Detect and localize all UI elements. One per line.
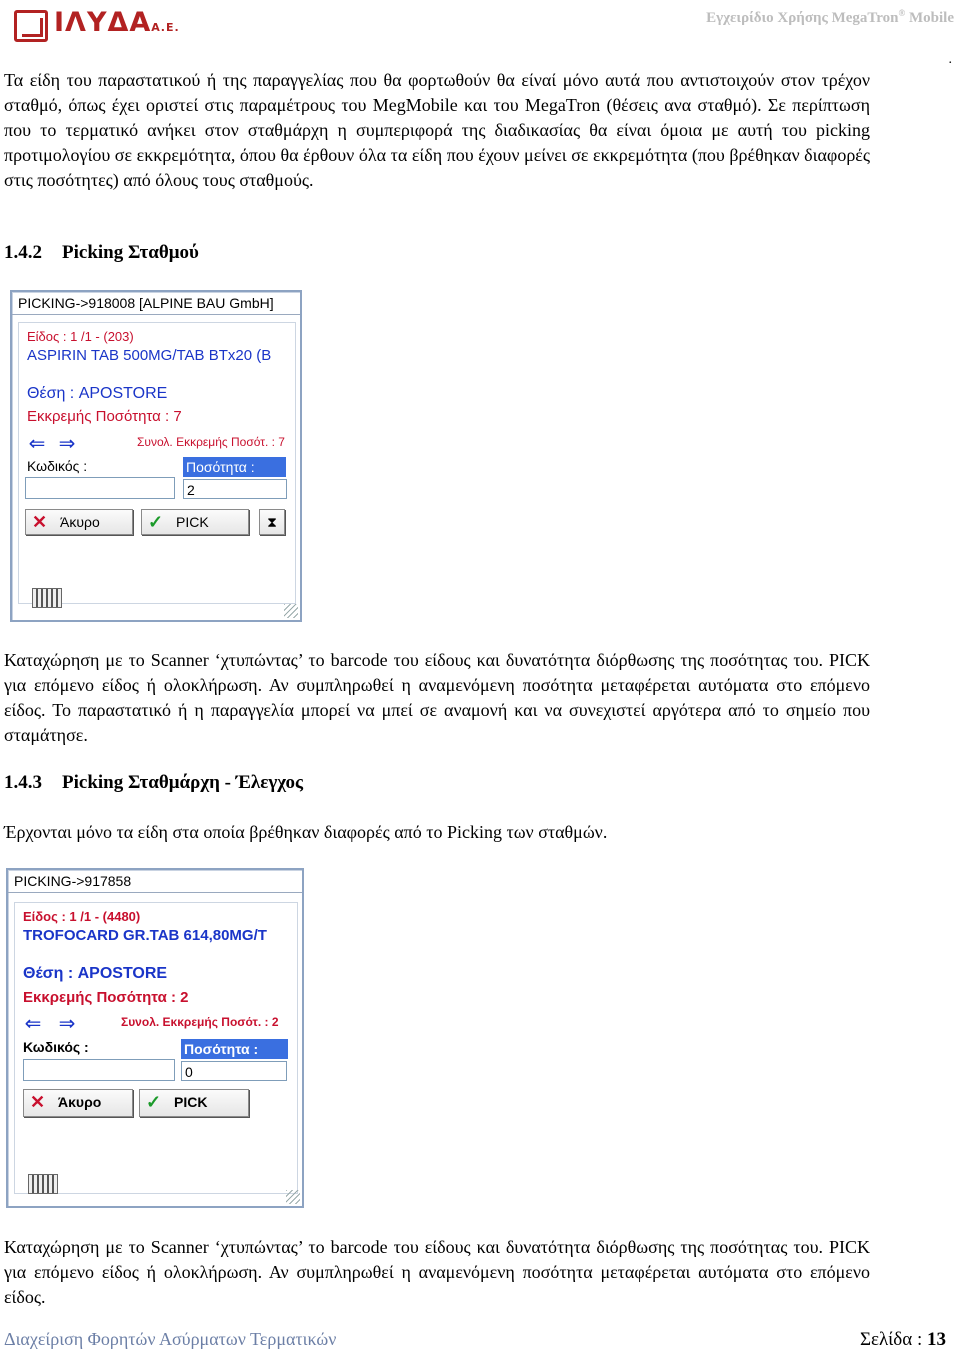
prev-arrow-icon[interactable]: ⇐: [28, 431, 46, 455]
pick-button[interactable]: ✓ PICK: [139, 1089, 249, 1117]
quantity-label: Ποσότητα :: [183, 457, 286, 477]
resize-grip-icon[interactable]: [286, 1190, 300, 1204]
code-label: Κωδικός :: [23, 1039, 89, 1055]
code-input[interactable]: [25, 477, 175, 499]
footer-title: Διαχείριση Φορητών Ασύρματων Τερματικών: [4, 1329, 337, 1349]
total-pending-label: Συνολ. Εκκρεμής Ποσότ. : 2: [121, 1015, 279, 1029]
code-input[interactable]: [23, 1059, 175, 1081]
screen-title: PICKING->918008 [ALPINE BAU GmbH]: [12, 292, 300, 315]
cancel-button[interactable]: ✕ Άκυρο: [25, 509, 133, 535]
logo-text: ΙΛΥΔΑΑ.Ε.: [54, 7, 180, 38]
header-title: Εγχειρίδιο Χρήσης MegaTron® Mobile: [706, 8, 954, 26]
next-arrow-icon[interactable]: ⇒: [58, 431, 76, 455]
screen-title: PICKING->917858: [8, 870, 302, 893]
quantity-input[interactable]: 2: [183, 479, 287, 499]
resize-grip-icon[interactable]: [284, 604, 298, 618]
code-label: Κωδικός :: [27, 458, 88, 474]
total-pending-label: Συνολ. Εκκρεμής Ποσότ. : 7: [137, 435, 285, 449]
company-logo: [14, 6, 180, 42]
check-icon: ✓: [146, 1092, 162, 1112]
hold-button[interactable]: [259, 509, 285, 535]
quantity-label: Ποσότητα :: [181, 1039, 288, 1059]
item-name: ASPIRIN TAB 500MG/TAB BTx20 (B: [27, 347, 272, 364]
location-label: Θέση : APOSTORE: [23, 965, 168, 982]
cancel-button[interactable]: ✕ Άκυρο: [23, 1089, 133, 1117]
device-screen-1: [10, 290, 302, 622]
device-screen-2: [6, 868, 304, 1208]
hourglass-icon: ⧗: [267, 514, 277, 530]
header-dot: .: [948, 52, 952, 67]
prev-arrow-icon[interactable]: ⇐: [24, 1011, 42, 1035]
page-number: Σελίδα : 13: [859, 1329, 946, 1350]
screen-panel: [14, 902, 298, 1194]
item-counter: Είδος : 1 /1 - (4480): [23, 909, 141, 924]
keyboard-icon[interactable]: [32, 588, 62, 608]
item-counter: Είδος : 1 /1 - (203): [27, 329, 134, 344]
section2-intro: Έρχονται μόνο τα είδη στα οποία βρέθηκαν διαφορές από το Picking των σταθμών.: [4, 822, 608, 842]
quantity-input[interactable]: 0: [181, 1061, 287, 1081]
pending-qty-label: Εκκρεμής Ποσότητα : 7: [27, 408, 182, 425]
cancel-x-icon: ✕: [30, 1092, 46, 1112]
pending-qty-label: Εκκρεμής Ποσότητα : 2: [23, 989, 189, 1006]
logo-mark-icon: [14, 10, 48, 42]
item-name: TROFOCARD GR.TAB 614,80MG/T: [23, 927, 267, 944]
check-icon: ✓: [148, 512, 164, 532]
pick-button[interactable]: ✓ PICK: [141, 509, 249, 535]
intro-paragraph: Τα είδη του παραστατικού ή της παραγγελίας που θα φορτωθούν θα είναί μόνο αυτά που αντιστοιχούν στον τρέχον σταθμό, όπως έχει οριστεί στις παραμέτρους του MegMobile και του MegaTron (θέσεις ανα σταθμό). Σε περίπτωση που το τερματικό ανήκει στον σταθμάρχη η συμπεριφορά της διαδικασίας θα είναι όμοια με αυτή του picking προτιμολογίου σε εκκρεμότητα, όπου θα έρθουν όλα τα είδη που έχουν μείνει σε εκκρεμότητα (που βρέθηκαν διαφορές στις ποσότητες) από όλους τους σταθμούς.: [4, 70, 870, 190]
location-label: Θέση : APOSTORE: [27, 385, 168, 402]
section-heading-1: 1.4.2 Picking Σταθμού: [4, 242, 199, 263]
next-arrow-icon[interactable]: ⇒: [58, 1011, 76, 1035]
cancel-x-icon: ✕: [32, 512, 48, 532]
screen-panel: [18, 322, 296, 604]
section-heading-2: 1.4.3 Picking Σταθμάρχη - Έλεγχος: [4, 772, 303, 793]
section2-description: Καταχώρηση με το Scanner ‘χτυπώντας’ το barcode του είδους και δυνατότητα διόρθωσης της ποσότητας του. PICK για επόμενο είδος ή ολοκλήρωση. Αν συμπληρωθεί η αναμενόμενη ποσότητα μεταφέρεται αυτόματα στο επόμενο είδος.: [4, 1237, 870, 1307]
section1-description: Καταχώρηση με το Scanner ‘χτυπώντας’ το barcode του είδους και δυνατότητα διόρθωσης της ποσότητας του. PICK για επόμενο είδος ή ολοκλήρωση. Αν συμπληρωθεί η αναμενόμενη ποσότητα μεταφέρεται αυτόματα στο επόμενο είδος. Το παραστατικό ή η παραγγελία μπορεί να μπεί σε αναμονή και να συνεχιστεί αργότερα από το σημείο που σταμάτησε.: [4, 650, 870, 745]
keyboard-icon[interactable]: [28, 1174, 58, 1194]
